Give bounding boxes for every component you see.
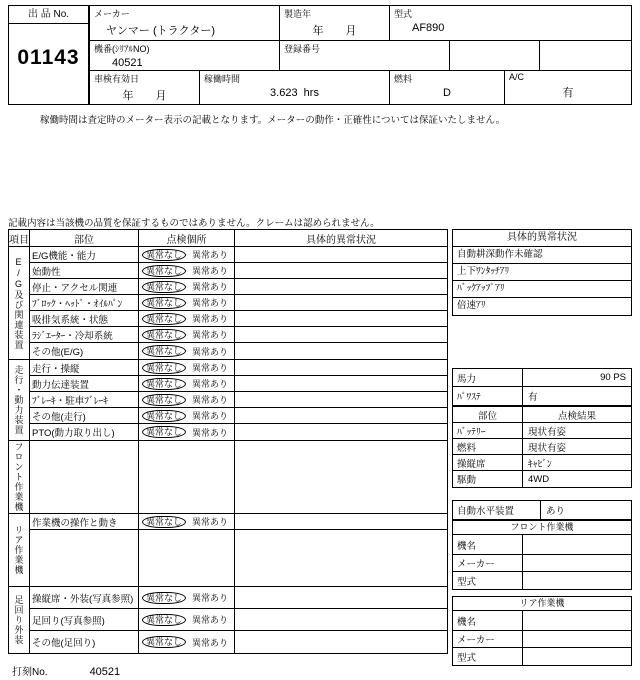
header-item: 項目 — [9, 230, 30, 246]
part-label: ﾗｼﾞｴｰﾀｰ・冷却系統 — [30, 327, 139, 342]
abnormality-detail-box — [452, 229, 632, 316]
table-row — [30, 360, 447, 376]
power-steering-value: 有 — [528, 392, 538, 403]
auto-level-row — [453, 501, 631, 519]
exhibit-number-box — [8, 5, 89, 105]
abnormality-option: 異常あり — [192, 250, 229, 260]
implement-row — [453, 555, 631, 572]
implement-name-label: 機名 — [453, 611, 523, 630]
result-row — [453, 423, 631, 439]
abnormality-option: 異常あり — [192, 298, 229, 308]
maker-cell — [90, 6, 280, 40]
no-abnormality-circled: 異常なし — [142, 394, 186, 406]
no-abnormality-circled: 異常なし — [142, 329, 186, 341]
part-label: 始動性 — [30, 263, 139, 278]
header-check: 点検個所 — [139, 230, 235, 246]
ac-label: A/C — [509, 72, 525, 82]
abnormality-option: 異常あり — [192, 379, 229, 389]
result-part: 燃料 — [453, 439, 523, 454]
implement-model-value — [523, 648, 631, 665]
info-row-2 — [90, 41, 631, 71]
result-row — [453, 455, 631, 471]
ac-value: 有 — [562, 87, 574, 99]
stamp-number-value: 40521 — [89, 666, 121, 678]
check-cell — [139, 631, 235, 653]
model-value: AF890 — [412, 22, 445, 34]
part-label — [30, 441, 139, 513]
hours-label: 稼働時間 — [204, 74, 241, 84]
table-row — [30, 424, 447, 440]
detail-cell — [235, 424, 447, 440]
no-abnormality-circled: 異常なし — [142, 249, 186, 261]
front-implement-box — [452, 520, 632, 590]
empty-cell-1 — [450, 41, 540, 70]
detail-cell — [235, 587, 447, 608]
table-row — [30, 408, 447, 424]
abnormality-detail-line: 自動耕深動作未確認 — [453, 247, 631, 264]
model-cell — [390, 6, 631, 40]
abnormality-option: 異常あり — [192, 330, 229, 340]
table-row — [30, 343, 447, 359]
section-engine — [9, 247, 447, 360]
implement-row — [453, 611, 631, 631]
registration-label: 登録番号 — [284, 43, 321, 54]
detail-cell — [235, 441, 447, 513]
section-front-implement — [9, 441, 447, 514]
table-row — [30, 263, 447, 279]
mfg-year-label: 製造年 — [284, 9, 312, 19]
info-row-3 — [90, 71, 631, 104]
table-row — [30, 295, 447, 311]
check-cell — [139, 441, 235, 513]
section-label-undercarriage: 足回り外装 — [9, 587, 30, 653]
section-label-front-implement: フロント作業機 — [9, 441, 30, 513]
result-row — [453, 471, 631, 487]
machine-info-table — [89, 5, 632, 105]
rear-implement-header: リア作業機 — [453, 597, 631, 611]
abnormality-option: 異常あり — [192, 395, 229, 405]
rear-implement-box — [452, 596, 632, 666]
result-value: ｷｬﾋﾞﾝ — [528, 458, 552, 470]
no-abnormality-circled: 異常なし — [142, 297, 186, 309]
result-value: 現状有姿 — [528, 426, 567, 438]
no-abnormality-circled: 異常なし — [142, 281, 186, 293]
section-undercarriage — [9, 587, 447, 653]
implement-row — [453, 535, 631, 555]
detail-cell — [235, 263, 447, 278]
auto-level-label: 自動水平装置 — [453, 501, 541, 519]
part-label: PTO(動力取り出し) — [30, 424, 139, 440]
check-cell — [139, 263, 235, 278]
abnormality-option: 異常あり — [192, 615, 229, 625]
part-label — [30, 530, 139, 586]
abnormality-option: 異常あり — [192, 346, 229, 357]
check-cell — [139, 311, 235, 326]
abnormality-detail-header: 具体的異常状況 — [453, 230, 631, 247]
detail-cell — [235, 609, 447, 630]
check-cell — [139, 327, 235, 342]
empty-row — [30, 441, 447, 513]
check-cell — [139, 376, 235, 391]
implement-name-value — [523, 611, 631, 630]
power-steering-label: ﾊﾟﾜｽﾃ — [453, 387, 523, 405]
implement-model-value — [523, 572, 631, 589]
abnormality-option: 異常あり — [192, 427, 229, 438]
horsepower-label: 馬力 — [453, 369, 523, 386]
implement-model-label: 型式 — [453, 648, 523, 665]
part-label: その他(足回り) — [30, 631, 139, 653]
auto-level-value: あり — [546, 506, 566, 517]
table-row — [30, 327, 447, 343]
implement-row — [453, 572, 631, 589]
detail-cell — [235, 311, 447, 326]
part-label: その他(E/G) — [30, 343, 139, 359]
implement-row — [453, 648, 631, 665]
result-header-part: 部位 — [453, 407, 523, 422]
table-row — [30, 514, 447, 530]
info-row-1 — [90, 6, 631, 41]
no-abnormality-circled: 異常なし — [142, 362, 186, 374]
exhibit-number-label: 出 品 No. — [9, 6, 88, 24]
horsepower-table — [452, 368, 632, 406]
no-abnormality-circled: 異常なし — [142, 313, 186, 325]
check-cell — [139, 343, 235, 359]
abnormality-detail-line: 倍速ｱﾘ — [457, 300, 486, 311]
table-row — [30, 311, 447, 327]
result-table — [452, 406, 632, 488]
result-part: 駆動 — [453, 471, 523, 487]
model-label: 型式 — [394, 9, 413, 19]
check-cell — [139, 424, 235, 440]
serial-label: 機番(ｼﾘｱﾙNO) — [94, 43, 150, 54]
implement-maker-label: メーカー — [453, 555, 523, 571]
abnormality-option: 異常あり — [192, 314, 229, 324]
implement-maker-value — [523, 555, 631, 571]
ac-cell — [505, 71, 631, 104]
stamp-number-row — [12, 663, 120, 678]
auto-level-table — [452, 500, 632, 520]
empty-cell-2 — [540, 41, 631, 70]
no-abnormality-circled: 異常なし — [142, 265, 186, 277]
result-part: ﾊﾞｯﾃﾘｰ — [453, 423, 523, 438]
mfg-year-value: 年 月 — [312, 25, 357, 37]
abnormality-option: 異常あり — [192, 517, 229, 527]
abnormality-option: 異常あり — [192, 363, 229, 373]
implement-name-value — [523, 535, 631, 554]
no-abnormality-circled: 異常なし — [142, 592, 186, 604]
no-abnormality-circled: 異常なし — [142, 516, 186, 528]
result-header-result: 点検結果 — [557, 410, 596, 422]
check-cell — [139, 514, 235, 529]
detail-cell — [235, 514, 447, 529]
check-cell — [139, 609, 235, 630]
mfg-year-cell — [280, 6, 390, 40]
check-cell — [139, 408, 235, 423]
detail-cell — [235, 279, 447, 294]
table-row — [30, 631, 447, 653]
table-row — [30, 279, 447, 295]
part-label: ﾌﾞﾛｯｸ・ﾍｯﾄﾞ・ｵｲﾙﾊﾟﾝ — [30, 295, 139, 310]
abnormality-option: 異常あり — [192, 637, 229, 648]
inspection-valid-label: 車検有効日 — [94, 74, 140, 84]
abnormality-detail-line: 上下ﾜﾝﾀｯﾁｱﾘ — [453, 264, 631, 281]
part-label: 作業機の操作と動き — [30, 514, 139, 529]
maker-value: ヤンマー (トラクター) — [106, 25, 216, 37]
exhibit-number: 01143 — [17, 46, 80, 69]
serial-cell — [90, 41, 280, 70]
table-row — [30, 392, 447, 408]
table-row — [30, 376, 447, 392]
section-travel-power — [9, 360, 447, 441]
meter-note: 稼働時間は査定時のメーター表示の記載となります。メーターの動作・正確性については保証いたしません。 — [40, 115, 506, 126]
fuel-value: D — [443, 87, 451, 99]
check-cell — [139, 279, 235, 294]
detail-cell — [235, 295, 447, 310]
detail-cell — [235, 360, 447, 375]
detail-cell — [235, 247, 447, 262]
result-part: 操縦席 — [453, 455, 523, 470]
hours-value: 3.623 hrs — [270, 87, 319, 99]
result-value: 現状有姿 — [528, 442, 567, 454]
header-part: 部位 — [30, 230, 139, 246]
inspection-valid-value: 年 月 — [122, 90, 167, 102]
section-label-engine: E/G及び関連装置 — [9, 247, 30, 359]
section-rear-implement — [9, 514, 447, 587]
no-abnormality-circled: 異常なし — [142, 378, 186, 390]
no-abnormality-circled: 異常なし — [142, 636, 186, 648]
detail-cell — [235, 631, 447, 653]
result-value: 4WD — [528, 473, 550, 485]
detail-cell — [235, 376, 447, 391]
inspection-valid-cell — [90, 71, 200, 104]
stamp-number-label: 打刻No. — [12, 667, 48, 678]
serial-value: 40521 — [112, 56, 143, 69]
disclaimer-text: 記載内容は当該機の品質を保証するものではありません。クレームは認められません。 — [8, 218, 380, 229]
abnormality-option: 異常あり — [192, 282, 229, 292]
result-table-header — [453, 407, 631, 423]
maker-label: メーカー — [94, 9, 130, 19]
no-abnormality-circled: 異常なし — [142, 345, 186, 357]
detail-cell — [235, 530, 447, 586]
part-label: 停止・アクセル関連 — [30, 279, 139, 294]
part-label: 走行・操縦 — [30, 360, 139, 375]
implement-maker-value — [523, 631, 631, 647]
fuel-label: 燃料 — [394, 74, 413, 84]
no-abnormality-circled: 異常なし — [142, 426, 186, 438]
table-row — [30, 609, 447, 631]
part-label: 動力伝達装置 — [30, 376, 139, 391]
section-label-rear-implement: リア作業機 — [9, 514, 30, 586]
part-label: ﾌﾞﾚｰｷ・駐車ﾌﾞﾚｰｷ — [30, 392, 139, 407]
check-cell — [139, 295, 235, 310]
header-detail: 具体的異常状況 — [306, 234, 376, 246]
no-abnormality-circled: 異常なし — [142, 614, 186, 626]
table-row — [30, 587, 447, 609]
detail-cell — [235, 392, 447, 407]
horsepower-value: 90 PS — [600, 372, 626, 383]
empty-row — [30, 530, 447, 586]
abnormality-option: 異常あり — [192, 593, 229, 603]
power-steering-row — [453, 387, 631, 405]
part-label: 吸排気系統・状態 — [30, 311, 139, 326]
check-cell — [139, 587, 235, 608]
section-label-travel-power: 走行・動力装置 — [9, 360, 30, 440]
check-cell — [139, 360, 235, 375]
implement-row — [453, 631, 631, 648]
detail-cell — [235, 408, 447, 423]
part-label: 操縦席・外装(写真参照) — [30, 587, 139, 608]
abnormality-option: 異常あり — [192, 411, 229, 421]
result-row — [453, 439, 631, 455]
check-cell — [139, 392, 235, 407]
abnormality-option: 異常あり — [192, 266, 229, 276]
part-label: 足回り(写真参照) — [30, 609, 139, 630]
check-cell — [139, 247, 235, 262]
hours-cell — [200, 71, 390, 104]
inspection-table — [8, 229, 448, 654]
implement-model-label: 型式 — [453, 572, 523, 589]
table-row — [30, 247, 447, 263]
horsepower-row — [453, 369, 631, 387]
abnormality-detail-line: ﾊﾞｯｸｱｯﾌﾟｱﾘ — [453, 281, 631, 298]
part-label: E/G機能・能力 — [30, 247, 139, 262]
fuel-cell — [390, 71, 505, 104]
inspection-table-header — [9, 230, 447, 247]
detail-cell — [235, 327, 447, 342]
registration-cell — [280, 41, 450, 70]
detail-cell — [235, 343, 447, 359]
implement-maker-label: メーカー — [453, 631, 523, 647]
no-abnormality-circled: 異常なし — [142, 410, 186, 422]
check-cell — [139, 530, 235, 586]
part-label: その他(走行) — [30, 408, 139, 423]
implement-name-label: 機名 — [453, 535, 523, 554]
front-implement-header: フロント作業機 — [453, 521, 631, 535]
